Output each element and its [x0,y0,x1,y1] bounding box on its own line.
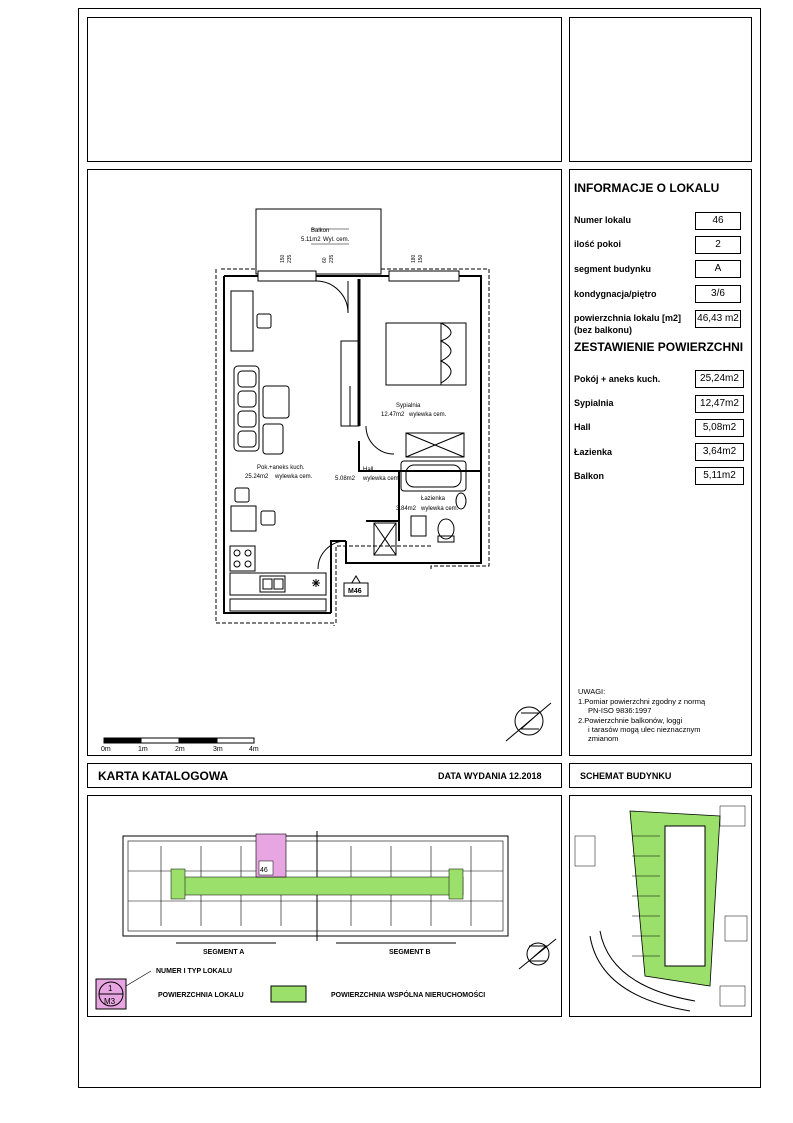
legend-common: POWIERZCHNIA WSPÓLNA NIERUCHOMOŚCI [331,992,486,999]
legend-num-type: NUMER I TYP LOKALU [156,968,233,975]
info-label: ilość pokoi [574,239,622,249]
building-unit-tag: 46 [260,867,268,874]
balkon-finish: Wyl. cem. [323,237,350,243]
summary-label: Hall [574,422,591,432]
scale-2: 2m [175,746,185,753]
info-title: INFORMACJE O LOKALU [574,181,720,195]
title-bar [87,763,562,788]
info-value: 46 [695,212,741,230]
schemat-bar [569,763,752,788]
dim-3b: 150 [418,254,424,263]
summary-title: ZESTAWIENIE POWIERZCHNI [574,340,744,354]
info-label: segment budynku [574,264,652,274]
area-value: 46,43 m2 [695,310,741,328]
scale-3: 3m [213,746,223,753]
summary-value: 5,11m2 [695,467,744,485]
dim-2b: 235 [329,254,335,263]
pokoj-area: 25.24m2 [245,474,269,480]
dim-1a: 150 [280,254,286,263]
scale-1: 1m [138,746,148,753]
schemat-title: SCHEMAT BUDYNKU [580,771,672,781]
legend-local: POWIERZCHNIA LOKALU [158,992,244,999]
building-plan-panel [87,795,562,1017]
pokoj-name: Pok.+aneks kuch. [257,465,305,471]
floor-plan-panel [87,169,562,756]
laz-finish: wylewka cem. [421,506,459,512]
unit-tag: M46 [348,588,362,595]
info-label: Numer lokalu [574,215,632,225]
summary-value: 3,64m2 [695,443,744,461]
dim-1b: 235 [287,254,293,263]
area-label-1: powierzchnia lokalu [m2] [574,313,682,323]
dim-3a: 180 [411,254,417,263]
segment-a-label: SEGMENT A [203,949,245,956]
site-map [570,796,752,1017]
notes-line: PN-ISO 9836:1997 [588,706,652,715]
summary-label: Łazienka [574,447,613,457]
segment-b-label: SEGMENT B [389,949,431,956]
summary-label: Pokój + aneks kuch. [574,374,661,384]
info-value: 3/6 [695,285,741,303]
notes-title: UWAGI: [578,687,606,696]
info-panel [569,169,752,756]
floor-plan-drawing [88,170,563,757]
hall-finish: wylewka cem. [363,476,401,482]
legend-m: M3 [104,997,116,1006]
summary-label: Sypialnia [574,398,614,408]
balkon-area: 5.11m2 [301,237,321,243]
sypialnia-finish: wylewka cem. [409,412,447,418]
legend-n: 1 [108,984,113,993]
dim-2a: 60 [322,257,328,263]
sypialnia-area: 12.47m2 [381,412,405,418]
sypialnia-name: Sypialnia [396,403,421,409]
balkon-name: Balkon [311,228,330,234]
summary-label: Balkon [574,471,605,481]
issue-date: DATA WYDANIA 12.2018 [438,771,542,781]
notes-line: 2.Powierzchnie balkonów, loggi [578,716,683,725]
sheet-title: KARTA KATALOGOWA [98,769,229,783]
laz-area: 3.84m2 [396,506,417,512]
scale-0: 0m [101,746,111,753]
scale-4: 4m [249,746,259,753]
site-schema-panel [569,795,752,1017]
hall-area: 5.08m2 [335,476,356,482]
info-value: A [695,260,741,278]
area-label-2: (bez balkonu) [574,325,632,335]
summary-value: 25,24m2 [695,370,744,388]
header-box-right [569,17,752,162]
laz-name: Łazienka [421,496,446,502]
building-plan-drawing [88,796,563,1018]
notes-line: 1.Pomiar powierzchni zgodny z normą [578,697,706,706]
hall-name: Hall [363,467,374,473]
summary-value: 12,47m2 [695,395,744,413]
notes-line: i tarasów mogą ulec nieznacznym [588,725,701,734]
pokoj-finish: wylewka cem. [275,474,313,480]
summary-value: 5,08m2 [695,419,744,437]
header-box-left [87,17,562,162]
info-value: 2 [695,236,741,254]
info-label: kondygnacja/piętro [574,289,657,299]
notes-line: zmianom [588,734,619,743]
